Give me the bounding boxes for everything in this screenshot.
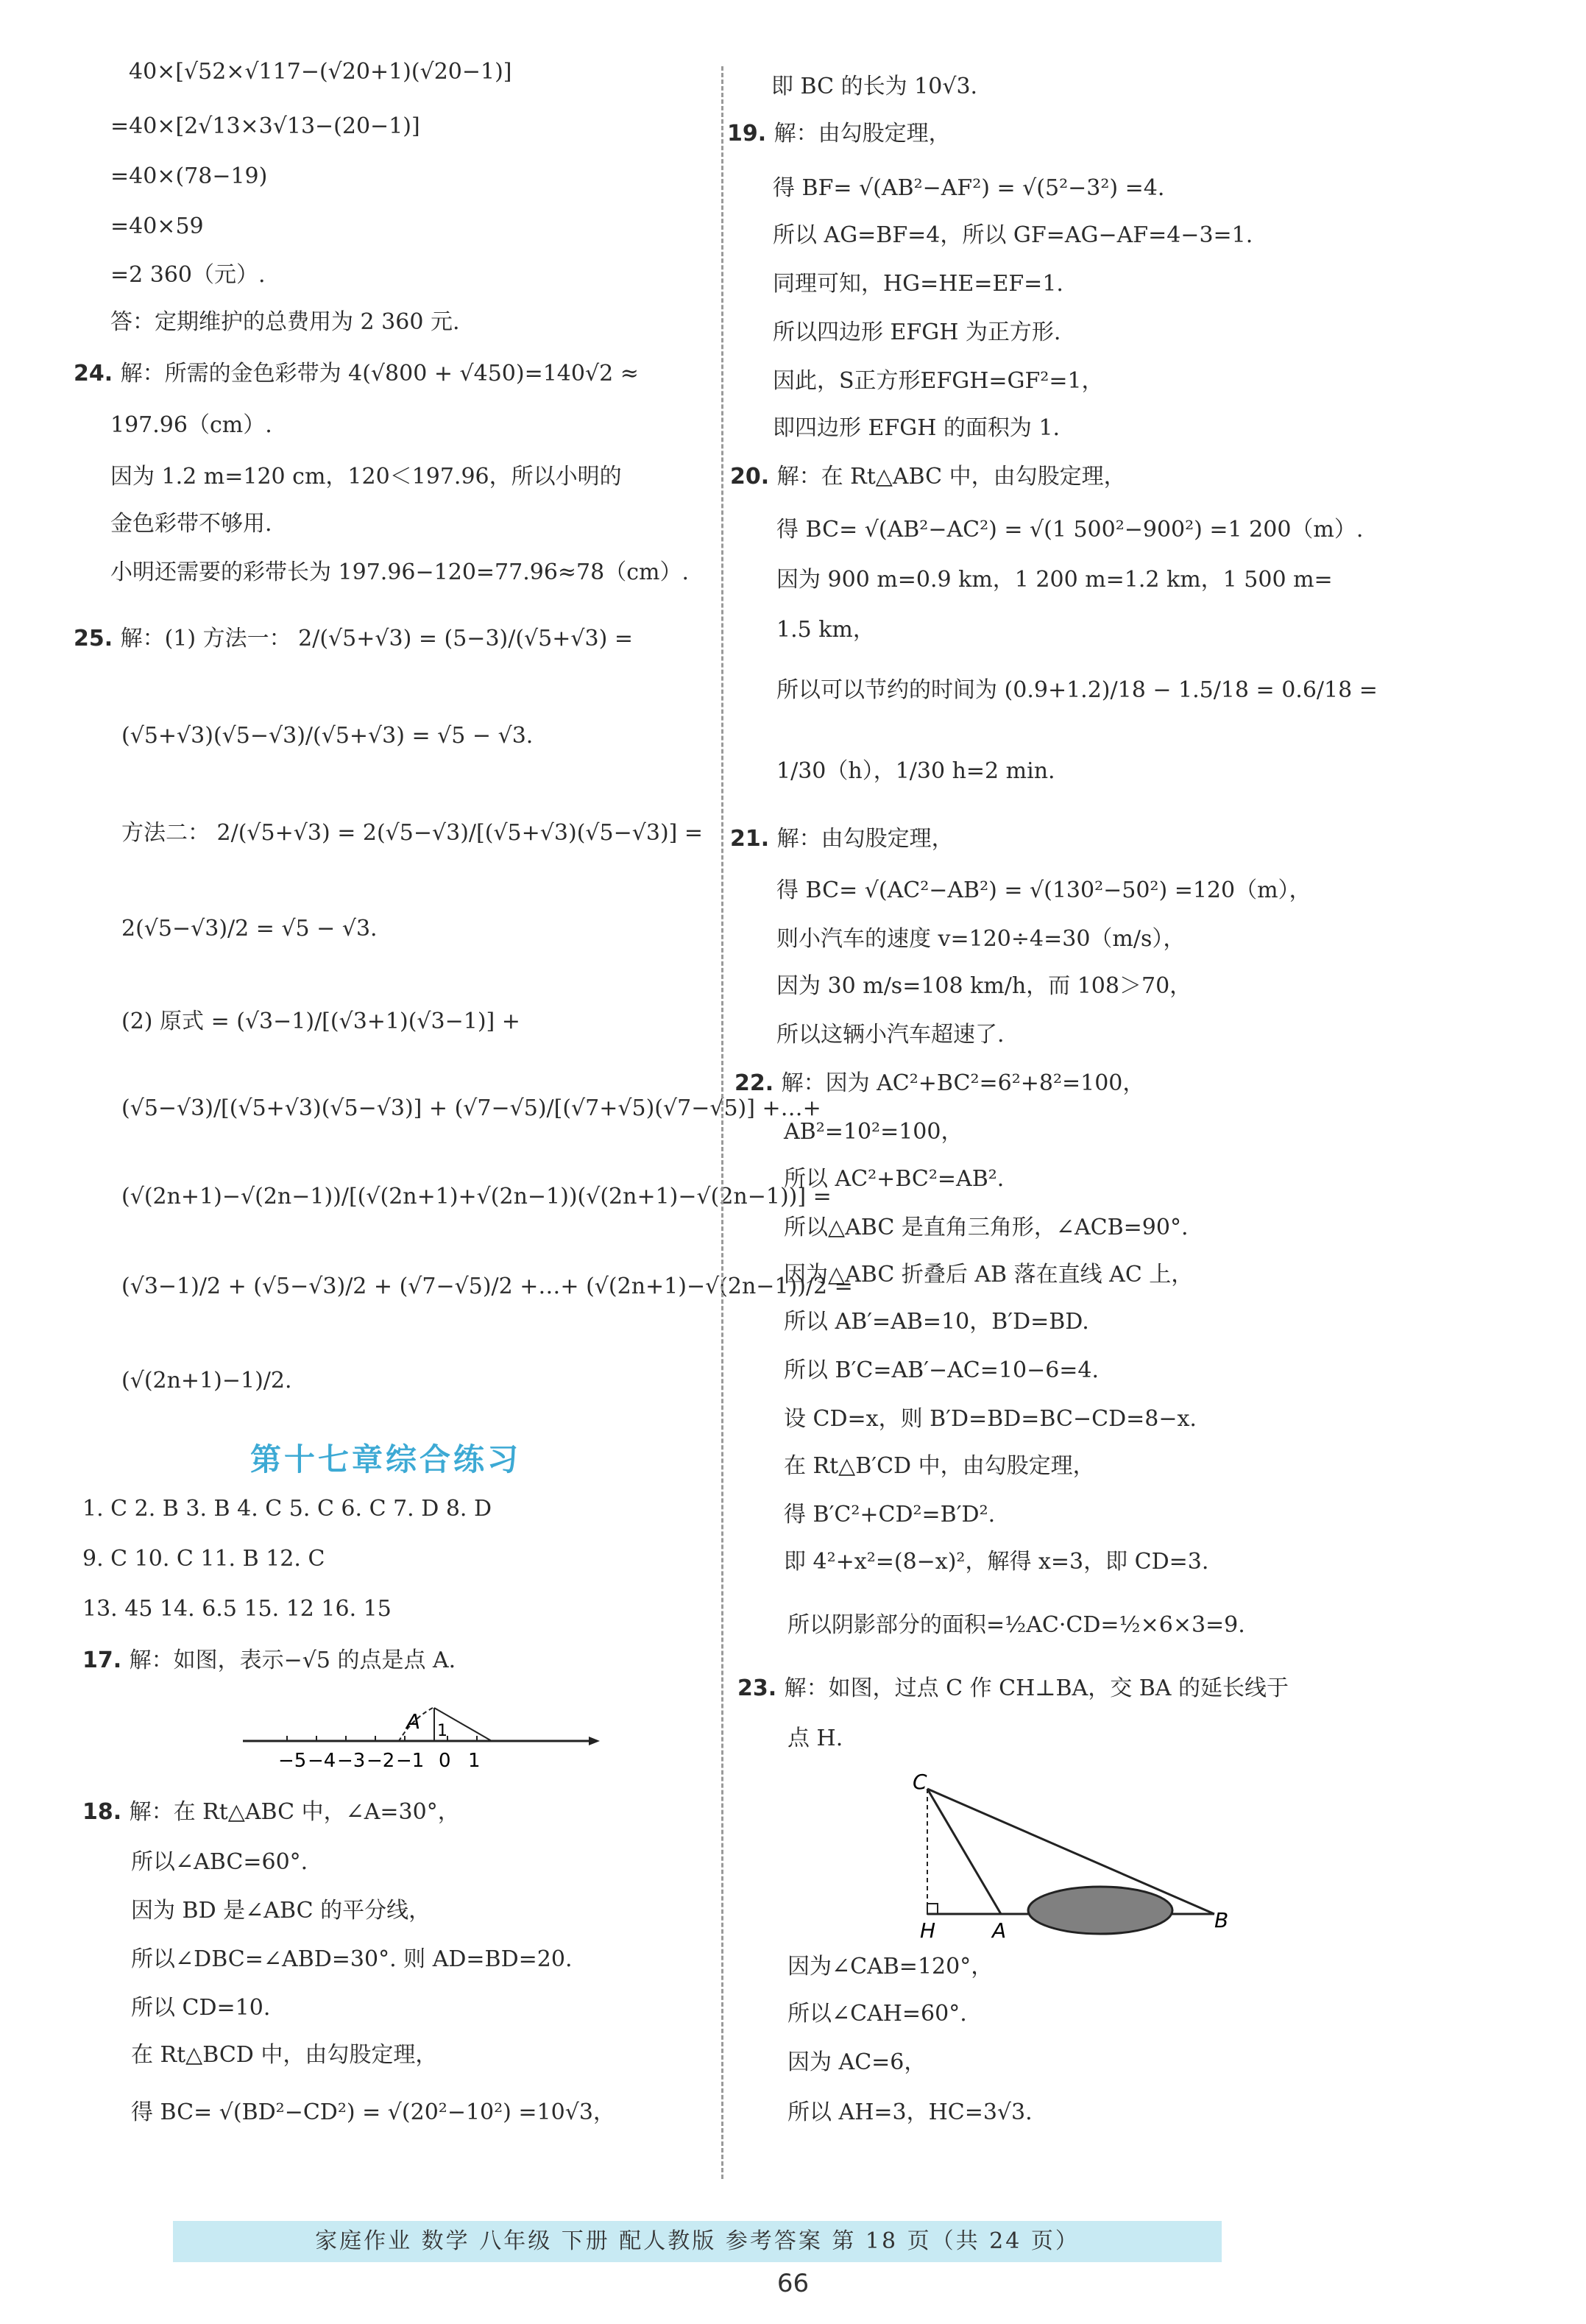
text-line (776, 875, 1311, 907)
text-line (737, 1673, 1289, 1705)
line-text: 所以∠ABC=60°. (131, 1849, 308, 1875)
line-text: 1/30（h），1/30 h=2 min. (776, 758, 1055, 784)
text-line (110, 211, 204, 243)
problem-number: 18. (82, 1799, 130, 1825)
text-line (776, 514, 1363, 546)
line-text: 因为 BD 是∠ABC 的平分线， (131, 1898, 431, 1924)
line-text: 所以四边形 EFGH 为正方形. (773, 319, 1061, 345)
triangle-figure (905, 1767, 1244, 1943)
line-text: (2) 原式 = (√3−1)/[(√3+1)(√3−1)] + (121, 1009, 520, 1034)
line-text: 因为∠CAB=120°， (787, 1954, 994, 1979)
line-text: 解：在 Rt△ABC 中，由勾股定理， (776, 464, 1126, 490)
text-line (734, 1067, 1144, 1100)
line-text: 即 BC 的长为 10√3. (771, 74, 978, 99)
line-text: (√5−√3)/[(√5+√3)(√5−√3)] + (√7−√5)/[(√7+√5)(√7−√5)] +…+ (121, 1095, 821, 1121)
text-line (784, 1355, 1099, 1387)
line-text: 因此，S正方形EFGH=GF²=1， (773, 368, 1104, 394)
line-text: 则小汽车的速度 v=120÷4=30（m/s）， (776, 926, 1186, 952)
line-text: 得 BF= √(AB²−AF²) = √(5²−3²) =4. (773, 175, 1165, 201)
line-text: 所以这辆小汽车超速了. (776, 1022, 1005, 1048)
line-text: 40×[√52×√117−(√20+1)(√20−1)] (129, 59, 512, 85)
problem-number: 23. (737, 1675, 785, 1701)
line-text: 解：所需的金色彩带为 4(√800 + √450)=140√2 ≈ (120, 361, 639, 386)
text-line (121, 1181, 832, 1213)
text-line (131, 1846, 308, 1879)
line-text: =40×[2√13×3√13−(20−1)] (110, 113, 420, 139)
tick-label: −2 (367, 1750, 395, 1772)
text-line (131, 2097, 615, 2129)
line-text: 设 CD=x，则 B′D=BD=BC−CD=8−x. (784, 1406, 1197, 1432)
text-line (784, 1259, 1193, 1291)
text-line (121, 1006, 520, 1038)
line-text: 解：因为 AC²+BC²=6²+8²=100， (781, 1070, 1145, 1096)
line-text: 13. 45 14. 6.5 15. 12 16. 15 (82, 1596, 392, 1622)
text-line (131, 1895, 431, 1927)
line-text: 解：如图，表示−√5 的点是点 A. (129, 1647, 456, 1673)
problem-number: 19. (727, 121, 774, 146)
text-line (773, 268, 1063, 300)
text-line (784, 1499, 995, 1531)
text-line (110, 461, 622, 493)
arrow-head-icon (589, 1737, 600, 1745)
text-line (121, 817, 703, 850)
text-line (787, 2046, 926, 2079)
line-text: 所以可以节约的时间为 (0.9+1.2)/18 − 1.5/18 = 0.6/18 = (776, 677, 1378, 703)
tick-label: −5 (278, 1750, 307, 1772)
line-text: 得 B′C²+CD²=B′D². (784, 1502, 996, 1527)
obstacle-ellipse (1028, 1887, 1172, 1934)
text-line (131, 1943, 573, 1976)
line-text: (√(2n+1)−1)/2. (121, 1368, 292, 1394)
text-line (784, 1546, 1208, 1578)
text-line (129, 56, 512, 88)
line-text: 解：(1) 方法一： 2/(√5+√3) = (5−3)/(√5+√3) = (120, 626, 633, 651)
label-a: A (992, 1918, 1007, 1943)
text-line (776, 564, 1333, 596)
line-text: =2 360（元）. (110, 262, 266, 288)
point-a-label: A (406, 1709, 421, 1734)
tick-label: −4 (308, 1750, 336, 1772)
line-text: 得 BC= √(BD²−CD²) = √(20²−10²) =10√3， (131, 2099, 615, 2125)
tick-label: 1 (468, 1750, 481, 1772)
line-text: 因为 30 m/s=108 km/h，而 108＞70， (776, 973, 1192, 999)
text-line (110, 409, 272, 442)
label-h: H (920, 1918, 936, 1943)
text-line (787, 2097, 1033, 2129)
line-text: 同理可知，HG=HE=EF=1. (773, 271, 1063, 297)
text-line (773, 317, 1061, 349)
text-line (784, 1163, 1004, 1195)
line-text: 因为 1.2 m=120 cm，120＜197.96，所以小明的 (110, 464, 622, 490)
text-line (776, 755, 1055, 788)
line-text: 得 BC= √(AB²−AC²) = √(1 500²−900²) =1 200（m）. (776, 517, 1364, 543)
line-text: 在 Rt△BCD 中，由勾股定理， (131, 2042, 438, 2068)
line-text: 所以∠DBC=∠ABD=30°. 则 AD=BD=20. (131, 1946, 573, 1972)
line-text: 即四边形 EFGH 的面积为 1. (773, 415, 1061, 441)
line-text: 1. C 2. B 3. B 4. C 5. C 6. C 7. D 8. D (82, 1496, 492, 1522)
line-text: =40×59 (110, 213, 204, 239)
text-line (131, 2039, 437, 2072)
label-b: B (1214, 1908, 1229, 1932)
text-line (110, 160, 267, 193)
text-line (784, 1450, 1095, 1483)
line-text: 小明还需要的彩带长为 197.96−120=77.96≈78（cm）. (110, 559, 690, 585)
tick-label: −3 (337, 1750, 366, 1772)
problem-number: 17. (82, 1647, 130, 1673)
text-line (727, 118, 951, 150)
text-line (784, 1306, 1089, 1338)
text-line (787, 1998, 967, 2030)
text-line (773, 412, 1060, 445)
text-line (121, 913, 378, 945)
text-line (776, 674, 1378, 707)
line-text: 所以△ABC 是直角三角形，∠ACB=90°. (784, 1215, 1189, 1240)
line-text: 所以阴影部分的面积=½AC·CD=½×6×3=9. (787, 1612, 1245, 1638)
line-text: 1.5 km， (776, 617, 875, 643)
tick-label: −1 (396, 1750, 425, 1772)
text-line (771, 71, 977, 103)
text-line (121, 1365, 292, 1397)
line-text: 解：如图，过点 C 作 CH⊥BA，交 BA 的延长线于 (784, 1675, 1289, 1701)
text-line (730, 823, 954, 855)
line-text: (√(2n+1)−√(2n−1))/[(√(2n+1)+√(2n−1))(√(2n+1)−√(2n−1))] = (121, 1184, 832, 1209)
text-line (787, 1951, 993, 1983)
text-line (82, 1593, 392, 1625)
line-text: 所以∠CAH=60°. (787, 2001, 967, 2027)
text-line (110, 259, 266, 292)
line-text: 得 BC= √(AC²−AB²) = √(130²−50²) =120（m）， (776, 877, 1311, 903)
line-text: AB²=10²=100， (784, 1119, 963, 1145)
text-line (82, 1543, 325, 1575)
line-text: 解：由勾股定理， (776, 826, 954, 852)
side-ca (927, 1789, 1001, 1914)
line-text: 所以 B′C=AB′−AC=10−6=4. (784, 1357, 1100, 1383)
text-line (784, 1212, 1188, 1244)
line-text: 在 Rt△B′CD 中，由勾股定理， (784, 1453, 1095, 1479)
unit-label: 1 (437, 1722, 447, 1740)
text-line (776, 1019, 1005, 1051)
text-line (773, 365, 1104, 398)
line-text: 所以 CD=10. (131, 1995, 271, 2021)
line-text: 因为 AC=6， (787, 2049, 927, 2075)
text-line (773, 172, 1164, 205)
line-text: 所以 AB′=AB=10，B′D=BD. (784, 1309, 1089, 1335)
text-line (773, 219, 1253, 252)
problem-number: 25. (74, 626, 121, 651)
text-line (730, 461, 1126, 493)
text-line (82, 1796, 460, 1829)
text-line (110, 306, 460, 339)
text-line (82, 1493, 492, 1525)
text-line (110, 110, 420, 143)
line-text: 解：由勾股定理， (773, 121, 951, 146)
line-text: 所以 AH=3，HC=3√3. (787, 2099, 1033, 2125)
text-line (776, 614, 875, 646)
column-divider (721, 66, 723, 2179)
text-line (787, 1723, 843, 1755)
line-text: 所以 AG=BF=4，所以 GF=AG−AF=4−3=1. (773, 222, 1253, 248)
problem-number: 24. (74, 361, 121, 386)
line-text: 2(√5−√3)/2 = √5 − √3. (121, 916, 378, 942)
line-text: 解：在 Rt△ABC 中，∠A=30°， (129, 1799, 460, 1825)
text-line (787, 1609, 1245, 1642)
text-line (121, 720, 533, 752)
line-text: 即 4²+x²=(8−x)²，解得 x=3，即 CD=3. (784, 1549, 1209, 1575)
line-text: 方法二： 2/(√5+√3) = 2(√5−√3)/[(√5+√3)(√5−√3)] = (121, 820, 704, 846)
line-text: 答：定期维护的总费用为 2 360 元. (110, 309, 460, 335)
text-line (74, 358, 639, 390)
text-line (776, 970, 1192, 1003)
line-text: 点 H. (787, 1726, 843, 1751)
problem-number: 21. (730, 826, 777, 852)
text-line (131, 1992, 270, 2024)
line-text: 金色彩带不够用. (110, 511, 272, 537)
text-line (784, 1116, 963, 1148)
line-text: (√3−1)/2 + (√5−√3)/2 + (√7−√5)/2 +…+ (√(2n+1)−√(2n−1))/2 = (121, 1274, 853, 1299)
tick-label: 0 (439, 1750, 451, 1772)
text-line (110, 508, 272, 540)
text-line (74, 623, 633, 655)
text-line (121, 1271, 853, 1303)
problem-number: 20. (730, 464, 777, 490)
footer-bar: 家庭作业 数学 八年级 下册 配人教版 参考答案 第 18 页（共 24 页） (173, 2221, 1222, 2262)
text-line (110, 557, 689, 589)
line-text: 因为△ABC 折叠后 AB 落在直线 AC 上， (784, 1262, 1194, 1288)
line-text: 197.96（cm）. (110, 412, 272, 438)
line-text: (√5+√3)(√5−√3)/(√5+√3) = √5 − √3. (121, 723, 534, 749)
line-text: 所以 AC²+BC²=AB². (784, 1166, 1005, 1192)
line-text: 9. C 10. C 11. B 12. C (82, 1546, 325, 1572)
right-angle-mark (927, 1904, 938, 1914)
line-text: =40×(78−19) (110, 163, 268, 189)
number-line-figure (236, 1686, 603, 1781)
page-number: 66 (776, 2269, 810, 2298)
text-line (121, 1092, 821, 1125)
text-line (776, 923, 1185, 956)
chapter-heading: 第十七章综合练习 (250, 1441, 522, 1477)
line-text: 因为 900 m=0.9 km，1 200 m=1.2 km，1 500 m= (776, 567, 1333, 593)
text-line (82, 1645, 456, 1677)
label-c: C (913, 1770, 927, 1794)
problem-number: 22. (734, 1070, 782, 1096)
text-line (784, 1403, 1197, 1435)
